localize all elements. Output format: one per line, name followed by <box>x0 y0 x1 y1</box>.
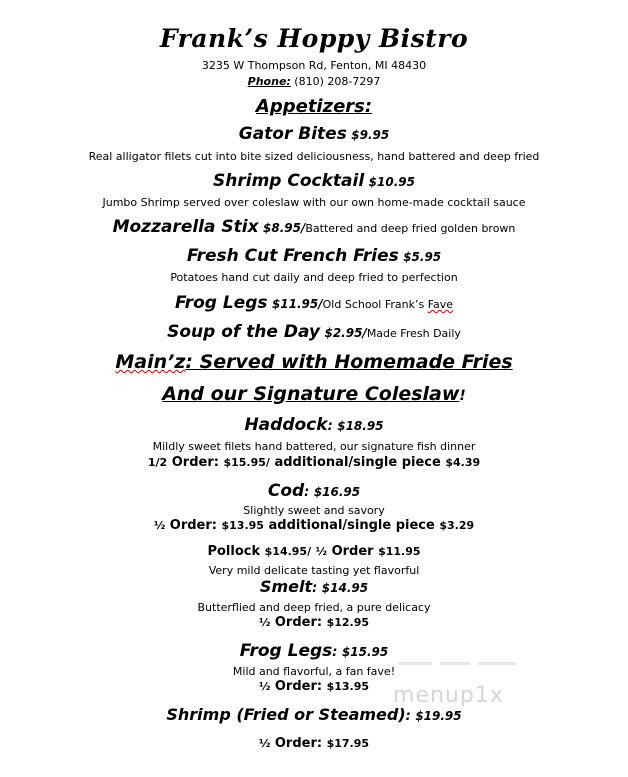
main-frog-legs <box>0 641 628 661</box>
item-desc: Mild and flavorful, a fan fave! <box>232 665 396 678</box>
order-price: $12.95 <box>326 616 370 629</box>
item-desc: Butterflied and deep fried, a pure delicacy <box>197 601 431 614</box>
main-shrimp <box>0 705 628 725</box>
appetizer-soup <box>0 322 628 342</box>
item-price: $5.95 <box>403 250 442 264</box>
additional-price: $4.39 <box>445 456 481 469</box>
restaurant-phone-line <box>0 75 628 88</box>
main-smelt <box>0 577 628 597</box>
appetizers-heading: Appetizers: <box>255 96 373 117</box>
item-desc: Old School Frank’s <box>322 298 428 311</box>
order-price: $11.95 <box>378 545 421 558</box>
order-qty: ½ <box>315 545 328 558</box>
main-pollock <box>0 544 628 559</box>
item-price: $15.95 <box>341 645 389 659</box>
item-name: Pollock <box>207 544 261 559</box>
item-price: $18.95 <box>337 419 384 433</box>
item-desc: Potatoes hand cut daily and deep fried to perfection <box>170 271 458 284</box>
half-order-line: ½ Order: $13.95 <box>258 679 370 694</box>
order-qty: ½ <box>258 737 271 750</box>
item-name: Shrimp (Fried or Steamed) <box>166 705 406 724</box>
item-colon: : <box>327 419 333 434</box>
phone-label: Phone: <box>247 75 291 88</box>
mains-heading-word: Main’z <box>115 351 186 373</box>
item-desc: Made Fresh Daily <box>366 327 461 340</box>
restaurant-address: 3235 W Thompson Rd, Fenton, MI 48430 <box>201 59 427 72</box>
item-name: Frog Legs <box>239 641 333 661</box>
item-price: $11.95/ <box>271 297 323 311</box>
order-label: Order <box>274 615 317 630</box>
half-order-line: 1/2 Order: $15.95/ additional/single piece $4.39 <box>147 455 481 470</box>
order-label: Order <box>274 736 317 751</box>
mains-heading-rest: : Served with Homemade Fries <box>185 351 513 373</box>
order-qty: ½ <box>153 519 166 532</box>
item-name: Smelt <box>259 577 313 596</box>
item-price: $9.95 <box>351 128 390 142</box>
order-price: $13.95 <box>221 519 264 532</box>
watermark-logo: menup1x <box>393 683 504 708</box>
mains-heading-line2-end: ! <box>459 388 466 404</box>
appetizer-frog-legs <box>0 293 628 313</box>
order-qty: ½ <box>258 680 271 693</box>
half-order-line: ½ Order: $12.95 <box>258 615 370 630</box>
item-colon: : <box>304 485 310 500</box>
watermark-bar <box>440 662 470 665</box>
item-colon: : <box>405 709 411 724</box>
appetizer-french-fries <box>0 246 628 266</box>
mains-heading-line2 <box>0 383 628 405</box>
item-desc: Real alligator filets cut into bite sized deliciousness, hand battered and deep fried <box>88 150 540 163</box>
order-label: Order <box>274 679 317 694</box>
item-desc: Slightly sweet and savory <box>243 504 385 517</box>
item-name: Fresh Cut French Fries <box>186 246 399 266</box>
item-name: Haddock <box>244 415 328 435</box>
main-haddock <box>0 415 628 435</box>
item-price: $14.95 <box>321 581 369 595</box>
item-price: $16.95 <box>313 485 361 499</box>
mains-heading-line2-text: And our Signature Coleslaw <box>162 383 460 405</box>
item-name: Cod <box>267 481 305 501</box>
phone-number[interactable]: (810) 208-7297 <box>294 75 381 88</box>
appetizer-shrimp-cocktail <box>0 171 628 191</box>
item-name: Shrimp Cocktail <box>213 171 365 191</box>
appetizer-gator-bites <box>0 124 628 144</box>
order-label: Order <box>331 544 374 559</box>
order-price: $17.95 <box>326 737 370 750</box>
item-price: $14.95/ <box>264 545 312 558</box>
order-qty: 1/2 <box>147 456 168 469</box>
item-desc: Very mild delicate tasting yet flavorful <box>208 564 420 577</box>
item-desc: Jumbo Shrimp served over coleslaw with our own home-made cocktail sauce <box>102 196 526 209</box>
order-price: $13.95 <box>326 680 370 693</box>
item-price: $19.95 <box>415 709 462 723</box>
item-name: Gator Bites <box>238 124 347 144</box>
item-price: $10.95 <box>368 175 415 189</box>
item-desc: Battered and deep fried golden brown <box>305 222 516 235</box>
mains-heading-line1 <box>0 351 628 373</box>
watermark-bar <box>398 662 432 665</box>
order-label: Order <box>171 455 214 470</box>
additional-label: additional/single piece <box>268 518 435 533</box>
item-desc: Mildly sweet filets hand battered, our signature fish dinner <box>152 440 476 453</box>
item-name: Soup of the Day <box>167 322 321 342</box>
half-order-line: ½ Order: $17.95 <box>258 736 370 751</box>
item-price: $2.95/ <box>324 326 367 340</box>
half-order-line: ½ Order: $13.95 additional/single piece $3.29 <box>153 518 475 533</box>
appetizer-mozzarella-stix <box>0 217 628 237</box>
item-name: Frog Legs <box>174 293 268 313</box>
order-label: Order <box>169 518 212 533</box>
item-name: Mozzarella Stix <box>112 217 259 237</box>
additional-label: additional/single piece <box>274 455 441 470</box>
order-qty: ½ <box>258 616 271 629</box>
watermark-bar <box>478 662 516 665</box>
main-cod <box>0 481 628 501</box>
additional-price: $3.29 <box>439 519 475 532</box>
order-price: $15.95/ <box>223 456 270 469</box>
restaurant-name: Frank’s Hoppy Bistro <box>159 24 469 53</box>
item-desc-flagged: Fave <box>427 298 454 311</box>
item-price: $8.95/ <box>263 221 306 235</box>
item-colon: : <box>332 645 338 660</box>
item-colon: : <box>312 581 318 596</box>
